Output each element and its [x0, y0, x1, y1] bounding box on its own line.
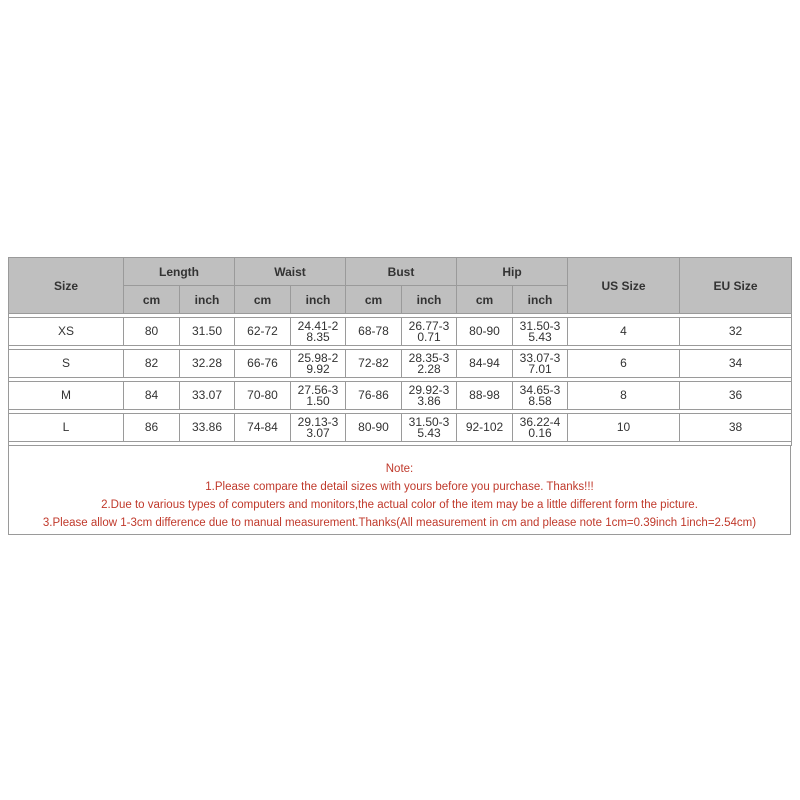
length-cm-cell: 80 [124, 318, 180, 346]
bust-cm-cell: 72-82 [346, 350, 402, 378]
us-cell: 6 [568, 350, 680, 378]
waist-inch-part: 8.35 [306, 329, 330, 344]
eu-cell: 36 [680, 382, 792, 410]
header-unit: cm [124, 286, 180, 314]
spacer-cell [291, 442, 346, 446]
hip-cm-cell: 84-94 [457, 350, 513, 378]
header-length: Length [124, 258, 235, 286]
bust-inch-part: 31.50-3 [408, 414, 450, 429]
waist-inch-part: 24.41-2 [297, 318, 339, 333]
hip-inch-cell [513, 318, 568, 346]
spacer-cell [9, 442, 124, 446]
size-cell: XS [9, 318, 124, 346]
bust-inch-cell [402, 318, 457, 346]
header-bust: Bust [346, 258, 457, 286]
hip-inch-part: 33.07-3 [519, 350, 561, 365]
note-line-3: 3.Please allow 1-3cm difference due to manual measurement.Thanks(All measurement in cm and please note 1cm=0.39inch 1inch=2.54cm) [42, 517, 757, 529]
header-unit: inch [291, 286, 346, 314]
hip-inch-cell [513, 414, 568, 442]
waist-cm-cell: 62-72 [235, 318, 291, 346]
waist-inch-part: 1.50 [306, 393, 330, 408]
length-inch-cell: 33.86 [180, 414, 235, 442]
eu-cell: 34 [680, 350, 792, 378]
bust-cm-cell: 80-90 [346, 414, 402, 442]
length-inch-cell: 33.07 [180, 382, 235, 410]
table-body [9, 314, 792, 446]
hip-inch-cell [513, 382, 568, 410]
spacer-cell [235, 442, 291, 446]
header-size: Size [9, 258, 124, 314]
bust-inch-cell [402, 350, 457, 378]
size-cell: M [9, 382, 124, 410]
bust-inch-cell [402, 414, 457, 442]
spacer-cell [402, 442, 457, 446]
header-hip: Hip [457, 258, 568, 286]
spacer-cell [346, 442, 402, 446]
waist-inch-part: 29.13-3 [297, 414, 339, 429]
hip-inch-part: 8.58 [528, 393, 552, 408]
header-row-groups [9, 258, 792, 286]
spacer-cell [124, 442, 180, 446]
hip-cm-cell: 92-102 [457, 414, 513, 442]
waist-inch-part: 9.92 [306, 361, 330, 376]
hip-inch-part: 34.65-3 [519, 382, 561, 397]
size-chart [8, 257, 791, 535]
bust-inch-part: 2.28 [417, 361, 441, 376]
waist-inch-part: 3.07 [306, 425, 330, 440]
bust-inch-part: 29.92-3 [408, 382, 450, 397]
us-cell: 4 [568, 318, 680, 346]
hip-cm-cell: 80-90 [457, 318, 513, 346]
bust-inch-part: 28.35-3 [408, 350, 450, 365]
length-inch-cell: 32.28 [180, 350, 235, 378]
bust-cm-cell: 68-78 [346, 318, 402, 346]
waist-inch-part: 27.56-3 [297, 382, 339, 397]
bust-inch-part: 3.86 [417, 393, 441, 408]
length-cm-cell: 84 [124, 382, 180, 410]
us-cell: 10 [568, 414, 680, 442]
eu-cell: 38 [680, 414, 792, 442]
waist-cm-cell: 74-84 [235, 414, 291, 442]
header-unit: inch [180, 286, 235, 314]
note-box [8, 446, 791, 535]
length-cm-cell: 82 [124, 350, 180, 378]
header-us-size: US Size [568, 258, 680, 314]
spacer-cell [513, 442, 568, 446]
bust-inch-cell [402, 382, 457, 410]
spacer-cell [457, 442, 513, 446]
header-unit: cm [235, 286, 291, 314]
table-row [9, 318, 792, 346]
waist-inch-part: 25.98-2 [297, 350, 339, 365]
us-cell: 8 [568, 382, 680, 410]
spacer-cell [180, 442, 235, 446]
bust-inch-part: 0.71 [417, 329, 441, 344]
hip-cm-cell: 88-98 [457, 382, 513, 410]
hip-inch-part: 31.50-3 [519, 318, 561, 333]
note-line-2: 2.Due to various types of computers and monitors,the actual color of the item may be a little different form the picture. [101, 499, 698, 511]
size-cell: L [9, 414, 124, 442]
hip-inch-part: 36.22-4 [519, 414, 561, 429]
header-waist: Waist [235, 258, 346, 286]
waist-inch-cell [291, 318, 346, 346]
hip-inch-part: 7.01 [528, 361, 552, 376]
spacer-cell [568, 442, 680, 446]
note-line-1: 1.Please compare the detail sizes with yours before you purchase. Thanks!!! [205, 481, 594, 493]
table-row [9, 414, 792, 442]
length-inch-cell: 31.50 [180, 318, 235, 346]
header-unit: inch [513, 286, 568, 314]
note-title: Note: [385, 463, 414, 475]
waist-inch-cell [291, 414, 346, 442]
table-row [9, 350, 792, 378]
waist-inch-cell [291, 382, 346, 410]
hip-inch-part: 5.43 [528, 329, 552, 344]
header-unit: cm [457, 286, 513, 314]
waist-cm-cell: 66-76 [235, 350, 291, 378]
size-cell: S [9, 350, 124, 378]
bust-inch-part: 26.77-3 [408, 318, 450, 333]
length-cm-cell: 86 [124, 414, 180, 442]
bust-cm-cell: 76-86 [346, 382, 402, 410]
hip-inch-cell [513, 350, 568, 378]
spacer-cell [680, 442, 792, 446]
header-eu-size: EU Size [680, 258, 792, 314]
waist-cm-cell: 70-80 [235, 382, 291, 410]
size-table [8, 257, 792, 446]
header-unit: cm [346, 286, 402, 314]
row-spacer [9, 442, 792, 446]
bust-inch-part: 5.43 [417, 425, 441, 440]
header-unit: inch [402, 286, 457, 314]
waist-inch-cell [291, 350, 346, 378]
hip-inch-part: 0.16 [528, 425, 552, 440]
table-row [9, 382, 792, 410]
eu-cell: 32 [680, 318, 792, 346]
